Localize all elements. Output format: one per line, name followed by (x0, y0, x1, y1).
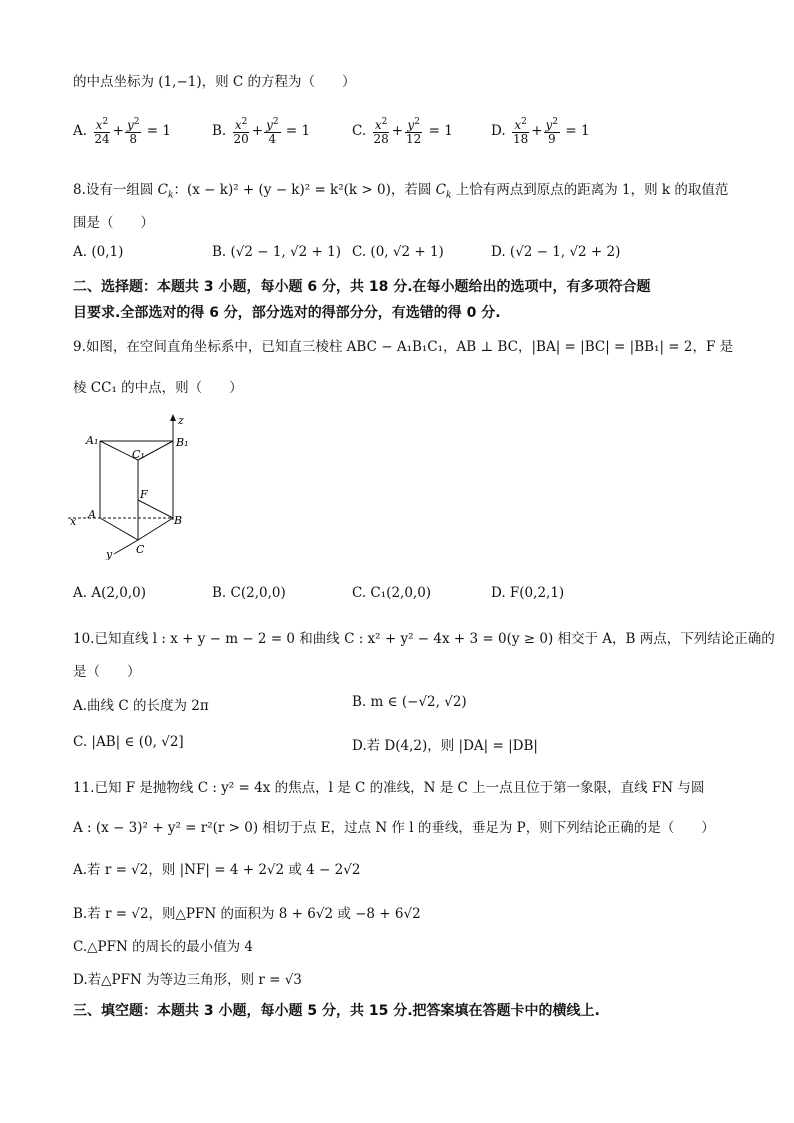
q9-option-c: C. C₁(2,0,0) (352, 585, 432, 601)
label-c1: C₁ (132, 448, 145, 461)
edge-cb (138, 518, 173, 540)
q7-option-b: B. $\frac{x^2}{20}$ + $\frac{y^2}{4}$ = 1 (212, 117, 311, 146)
label-a1: A₁ (86, 434, 99, 447)
q7-option-c: C. $\frac{x^2}{28}$ + $\frac{y^2}{12}$ = 1 (352, 117, 453, 146)
q8-option-d: D. (√2 − 1, √2 + 2) (491, 244, 621, 260)
q11-option-a: A.若 r = √2，则 |NF| = 4 + 2√2 或 4 − 2√2 (73, 862, 361, 878)
q8-option-a: A. (0,1) (73, 244, 124, 260)
section-2-heading-line-2: 目要求.全部选对的得 6 分，部分选对的得部分分，有选错的得 0 分. (73, 305, 501, 321)
q10-option-c: C. |AB| ∈ (0, √2] (73, 734, 184, 750)
label-b: B (174, 514, 183, 527)
label-z: z (178, 414, 184, 427)
edge-ac (100, 518, 138, 540)
q8-stem-line-1: 8.设有一组圆 $C_k$：(x − k)² + (y − k)² = k²(k > 0)，若圆 $C_k$ 上恰有两点到原点的距离为 1，则 k 的取值范 (73, 182, 729, 201)
q8-option-b: B. (√2 − 1, √2 + 1) (212, 244, 341, 260)
section-2-heading-line-1: 二、选择题：本题共 3 小题，每小题 6 分，共 18 分.在每小题给出的选项中，有多项符合题 (73, 279, 651, 295)
label-x: x (70, 515, 77, 528)
q7-stem-continuation: 的中点坐标为 (1,−1)，则 C 的方程为（ ） (73, 74, 356, 90)
section-3-heading: 三、填空题：本题共 3 小题，每小题 5 分，共 15 分.把答案填在答题卡中的横线上. (73, 1003, 600, 1019)
q10-stem-line-2: 是（ ） (73, 664, 141, 680)
segment-fb (138, 500, 173, 518)
q11-option-d: D.若△PFN 为等边三角形，则 r = √3 (73, 972, 302, 988)
label-f: F (140, 488, 148, 501)
q8-stem-line-2: 围是（ ） (73, 215, 154, 231)
q7-option-a: A. $\frac{x^2}{24}$ + $\frac{y^2}{8}$ = 1 (73, 117, 171, 146)
q7-option-d: D. $\frac{x^2}{18}$ + $\frac{y^2}{9}$ = 1 (491, 117, 590, 146)
z-axis-arrow (170, 414, 176, 421)
q11-stem-line-2: A : (x − 3)² + y² = r²(r > 0) 相切于点 E，过点 N 作 l 的垂线，垂足为 P，则下列结论正确的是（ ） (73, 820, 715, 836)
q8-option-c: C. (0, √2 + 1) (352, 244, 444, 260)
q10-option-d: D.若 D(4,2)，则 |DA| = |DB| (352, 738, 538, 754)
q10-option-b: B. m ∈ (−√2, √2) (352, 694, 467, 710)
q10-stem-line-1: 10.已知直线 l : x + y − m − 2 = 0 和曲线 C : x² + y² − 4x + 3 = 0(y ≥ 0) 相交于 A，B 两点，下列结论正确的 (73, 631, 775, 647)
label-a: A (88, 508, 96, 521)
label-b1: B₁ (176, 436, 189, 449)
q10-option-a: A.曲线 C 的长度为 2π (73, 698, 209, 714)
prism-figure (68, 410, 198, 560)
q9-option-d: D. F(0,2,1) (491, 585, 565, 601)
q11-option-c: C.△PFN 的周长的最小值为 4 (73, 939, 253, 955)
y-axis (114, 540, 138, 554)
label-y: y (106, 548, 113, 560)
label-c: C (136, 543, 145, 556)
q11-option-b: B.若 r = √2，则△PFN 的面积为 8 + 6√2 或 −8 + 6√2 (73, 906, 421, 922)
q9-stem-line-2: 棱 CC₁ 的中点，则（ ） (73, 380, 243, 396)
q9-option-b: B. C(2,0,0) (212, 585, 286, 601)
q9-stem-line-1: 9.如图，在空间直角坐标系中，已知直三棱柱 ABC − A₁B₁C₁，AB ⊥ BC，|BA| = |BC| = |BB₁| = 2，F 是 (73, 339, 734, 355)
q11-stem-line-1: 11.已知 F 是抛物线 C : y² = 4x 的焦点，l 是 C 的准线，N 是 C 上一点且位于第一象限，直线 FN 与圆 (73, 780, 705, 796)
q9-option-a: A. A(2,0,0) (73, 585, 146, 601)
